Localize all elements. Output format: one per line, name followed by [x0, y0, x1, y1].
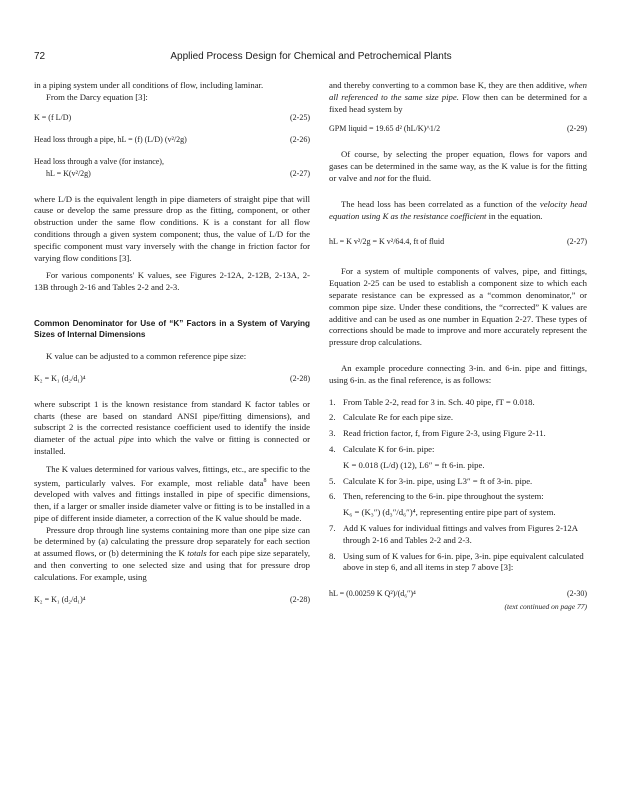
equation-number: (2-28) — [290, 594, 310, 604]
equation-number: (2-26) — [290, 134, 310, 144]
list-item: 4. Calculate K for 6-in. pipe: K = 0.018 (L/d) (12), L6″ = ft 6-in. pipe. — [329, 443, 485, 470]
equation-number: (2-27) — [290, 168, 310, 178]
continued-note: (text continued on page 77) — [504, 602, 587, 612]
paragraph: Of course, by selecting the proper equation, flows for vapors and gases can be determined in the same way, as the K value is for the fitting or valve and not for the fluid. — [329, 149, 587, 183]
paragraph: in a piping system under all conditions of flow, including laminar. — [34, 80, 264, 90]
paragraph: From the Darcy equation [3]: — [46, 91, 148, 102]
equation-2-28-repeat — [34, 594, 310, 606]
running-title: Applied Process Design for Chemical and Petrochemical Plants — [170, 51, 452, 62]
page-header — [34, 51, 588, 65]
list-item: 3. Read friction factor, f, from Figure 2-3, using Figure 2-11. — [329, 428, 546, 439]
equation-number: (2-25) — [290, 112, 310, 122]
list-item: 8. Using sum of K values for 6-in. pipe, 3-in. pipe equivalent calculated above in step 6, and all items in step 7 above [3]: — [329, 550, 584, 573]
equation-2-28 — [34, 373, 310, 385]
right-column — [329, 80, 587, 613]
left-column — [34, 80, 310, 606]
paragraph: where subscript 1 is the known resistance from standard K factor tables or charts (these are based on standard ANSI pipe/fitting dimensions), and subscript 2 is the corrected resistance coefficient used to identify the inside diameter of the actual pipe into which the valve or fitting is connected or installed. — [34, 398, 310, 456]
paragraph: An example procedure connecting 3-in. and 6-in. pipe and fittings, using 6-in. as the final reference, is as follows: — [329, 362, 587, 385]
equation-expression: GPM liquid = 19.65 d² (hL/K)^1/2 — [329, 124, 441, 134]
page-number: 72 — [34, 51, 46, 62]
list-item: 5. Calculate K for 3-in. pipe, using L3″ = ft of 3-in. pipe. — [329, 475, 533, 486]
paragraph: For various components' K values, see Figures 2-12A, 2-12B, 2-13A, 2-13B through 2-16 and Tables 2-2 and 2-3. — [34, 270, 310, 293]
paragraph: For a system of multiple components of valves, pipe, and fittings, Equation 2-25 can be used to establish a component size to which each separate resistance can be expressed as a “common denominator,” or common pipe size. Under these conditions, the “corrected” K values are additive and can be used as one number in Equation 2-27. These types of corrections should be made to improve and more accurately represent the pressure drop calculations. — [329, 266, 587, 348]
list-item: 1. From Table 2-2, read for 3 in. Sch. 40 pipe, fT = 0.018. — [329, 396, 535, 407]
equation-number: (2-28) — [290, 373, 310, 383]
paragraph: Pressure drop through line systems containing more than one pipe size can be determined by (a) calculating the pressure drop separately for each section at assumed flows, or (b) determining the K totals for each pipe size separately, and then converting to one selected size and using that for pressure drop calculations. For example, using — [34, 524, 310, 582]
equation-2-27 — [34, 168, 310, 180]
equation-expression: K₂ = K₁ (d₂/d₁)⁴ — [34, 594, 86, 604]
equation-number: (2-27) — [567, 237, 587, 247]
equation-number: (2-29) — [567, 124, 587, 134]
list-item: 2. Calculate Re for each pipe size. — [329, 412, 453, 423]
section-heading: Common Denominator for Use of “K” Factors in a System of Varying Sizes of Internal Dimensions — [34, 318, 310, 340]
equation-expression: Head loss through a pipe, hL = (f) (L/D) (v²/2g) — [34, 134, 187, 144]
paragraph: The head loss has been correlated as a function of the velocity head equation using K as the resistance coefficient in the equation. — [329, 198, 587, 221]
equation-2-27-velocity-head — [329, 236, 587, 248]
equation-expression: K₂ = K₁ (d₂/d₁)⁴ — [34, 373, 86, 383]
equation-2-30 — [329, 588, 587, 600]
equation-expression: K = (f L/D) — [34, 112, 72, 122]
paragraph: K value can be adjusted to a common reference pipe size: — [46, 350, 247, 361]
equation-number: (2-30) — [567, 589, 587, 599]
equation-expression: hL = (0.00259 K Q²)/(d₆″)⁴ — [329, 589, 416, 599]
paragraph: and thereby converting to a common base K, they are then additive, when all referenced to the same size pipe. Flow then can be determined for a fixed head system by — [329, 80, 587, 114]
paragraph: where L/D is the equivalent length in pipe diameters of straight pipe that will cause or develop the same pressure drop as the fitting, component, or other obstruction under the same flow conditions. K is a constant for all flow conditions through a given system component; thus, the value of L/D for the specific component must vary inversely with the change in friction factor for varying flow conditions [3]. — [34, 193, 310, 263]
equation-expression: hL = K(v²/2g) — [46, 168, 91, 178]
paragraph: The K values determined for various valves, fittings, etc., are specific to the system, particularly valves. For example, most reliable data$^8$ have been developed with valves and fittings installed in pipe of specific dimensions, then, if a larger or smaller inside diameter valve or fitting is to be installed in a pipe of different inside diameter, a correction of the K value should be made. — [34, 463, 310, 523]
procedure-steps — [329, 397, 587, 575]
equation-2-26 — [34, 134, 310, 146]
list-item: 7. Add K values for individual fittings and valves from Figures 2-12A through 2-16 and Tables 2-2 and 2-3. — [329, 522, 578, 545]
equation-2-25 — [34, 112, 310, 124]
equation-expression: hL = K v²/2g = K v²/64.4, ft of fluid — [329, 237, 445, 247]
equation-2-29 — [329, 123, 587, 135]
equation-label: Head loss through a valve (for instance), — [34, 156, 164, 166]
list-item: 6. Then, referencing to the 6-in. pipe throughout the system: K₆ = (K₃″) (d₃″/d₆″)⁴, representing entire pipe part of system. — [329, 491, 556, 518]
